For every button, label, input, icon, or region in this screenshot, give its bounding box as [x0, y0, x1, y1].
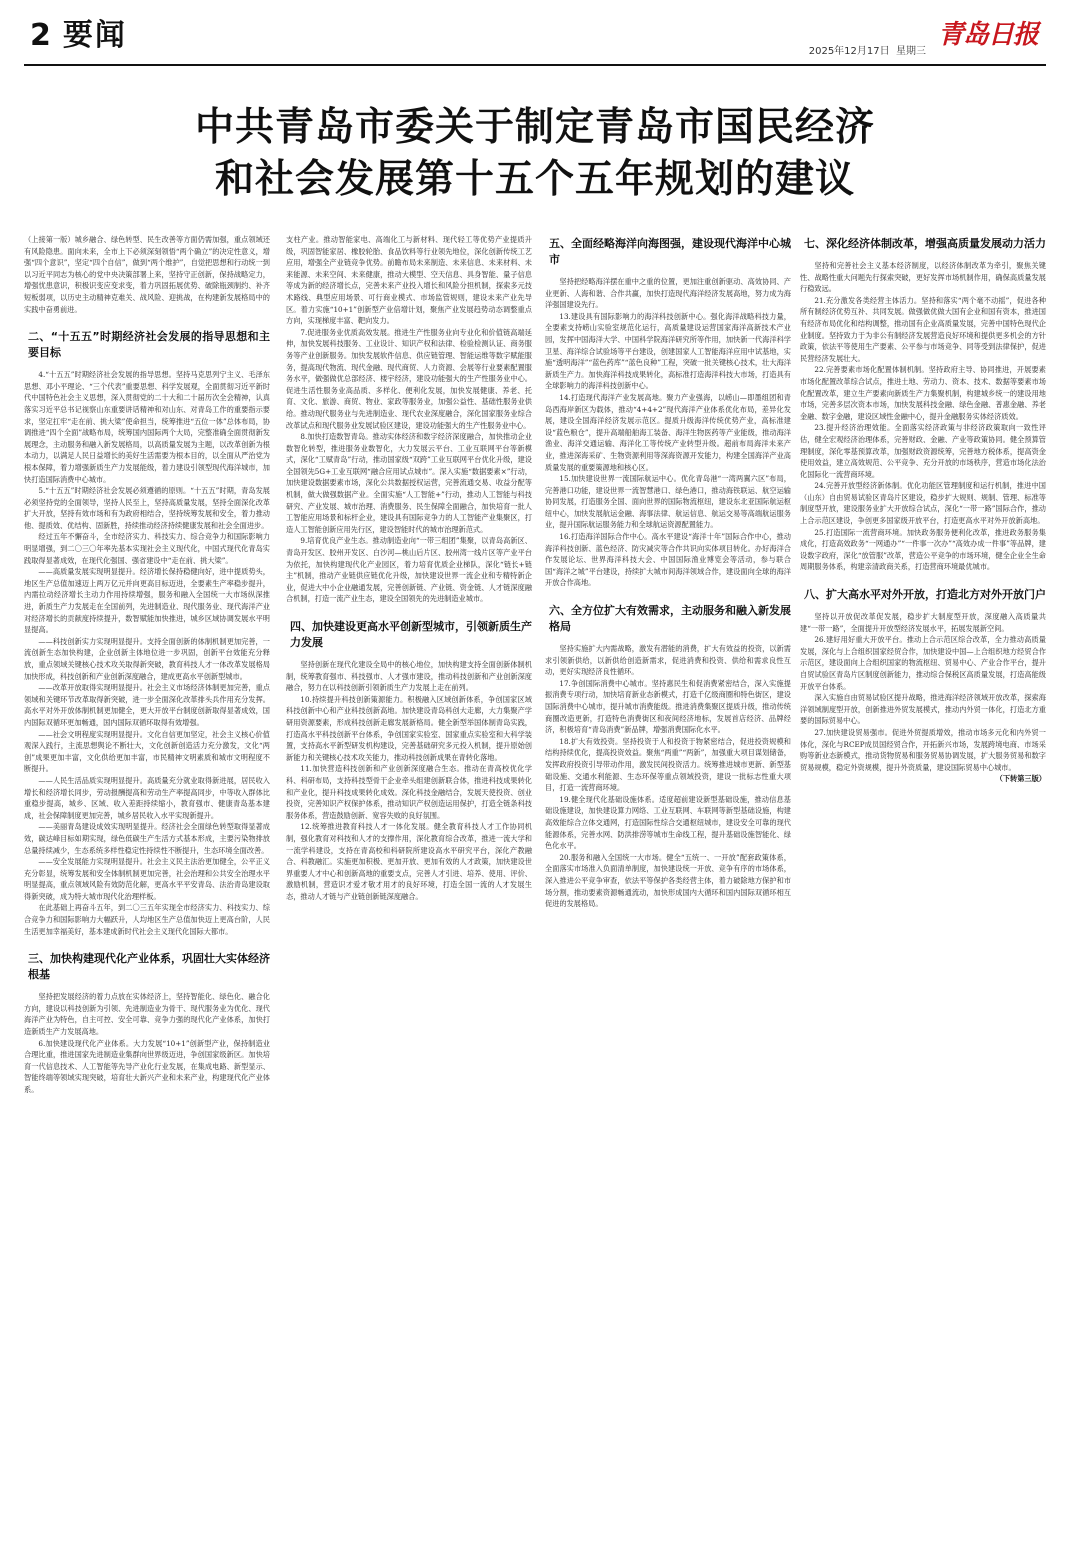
- article-paragraph: 5.“十五五”时期经济社会发展必须遵循的原则。“十五五”时期，青岛发展必须坚持党的全面领导，坚持人民至上，坚持高质量发展，坚持全面深化改革扩大开放，坚持有效市场和有为政府相结合，坚持统筹发展和安全，着力推动他、提质效、优结构、固新胜，持续推动经济持续健康发展和社会全面进步。: [24, 486, 270, 530]
- article-paragraph: 12.统筹推进教育科技人才一体化发展。健全教育科技人才工作协同机制，强化教育对科技和人才的支撑作用，深化教育综合改革，推进一流大学和一流学科建设，支持在青高校和科研院所建设高水平研究平台，深化产教融合、科教融汇。实施更加积极、更加开放、更加有效的人才政策，加快建设世界重要人才中心和创新高地的重要支点，完善人才引进、培养、使用、评价、激励机制，营造识才爱才敬才用才的良好环境，打造全国一流的人才发展生态，推动人才链与产业链创新链深度融合。: [286, 822, 532, 901]
- article-paragraph: 20.服务和融入全国统一大市场。健全“五统一、一开放”配套政策体系，全面落实市场准入负面清单制度，加快建设统一开放、竞争有序的市场体系，深入推进公平竞争审查，依法平等保护各类经营主体，着力破除地方保护和市场分割，推动要素资源畅通流动，加快形成国内大循环和国内国际双循环相互促进的发展格局。: [545, 852, 791, 909]
- section-heading: 六、全方位扩大有效需求，主动服务和融入新发展格局: [549, 604, 791, 634]
- article-paragraph: 深入实施自由贸易试验区提升战略，推进海洋经济领域开放改革，探索海洋领域制度型开放，创新推进外贸发展模式，推动内外贸一体化，打造北方重要的国际贸易中心。: [800, 693, 1046, 726]
- article-paragraph: 9.培育优良产业生态。推动制造业向“一带三组团”集聚，以青岛高新区、青岛开发区、胶州开发区、白沙河—桃山后片区、胶州湾一线片区等产业平台为依托，加快构建现代化产业园区，着力培育优质企业梯队，深化“链长+链主”机制，推动产业链供应链优化升级，加快建设世界一流企业和专精特新企业，促进大中小企业融通发展，完善创新链、产业链、资金链、人才链深度融合机制，打造一流产业生态，建设全国领先的先进制造业城市。: [286, 536, 532, 604]
- section-name: 要闻: [62, 18, 127, 53]
- page-number: 2: [30, 18, 51, 53]
- article-paragraph: ——人民生活品质实现明显提升。高质量充分就业取得新进展，居民收入增长和经济增长同步，劳动报酬提高和劳动生产率提高同步，中等收入群体比重稳步提高，城乡、区域、收入差距持续缩小，教育强市、健康青岛基本建成，社会保障制度更加完善，城乡居民收入水平实现新提升。: [24, 775, 270, 820]
- article-paragraph: ——美丽青岛建设成效实现明显提升。经济社会全面绿色转型取得显著成效，碳达峰目标如期实现，绿色低碳生产生活方式基本形成，主要污染物排放总量持续减少，生态系统多样性稳定性持续性不断提升，生态环境全面改善。: [24, 822, 270, 855]
- continued-note: （下转第三版）: [995, 774, 1046, 784]
- paper-logo: 青岛日报: [937, 20, 1038, 50]
- section-heading: 五、全面经略海洋向海图强，建设现代海洋中心城市: [549, 237, 791, 266]
- article-paragraph: 经过五年不懈奋斗，全市经济实力、科技实力、综合竞争力和国际影响力明显增强，到二〇三〇年率先基本实现社会主义现代化，中国式现代化青岛实践取得显著成效，在现代化强国、强省建设中“走在前、挑大梁”。: [24, 532, 270, 565]
- article-paragraph: 坚持创新在现代化建设全局中的核心地位，加快构建支持全面创新体制机制，统筹教育强市、科技强市、人才强市建设，推动科技创新和产业创新深度融合，努力在以科技创新引领新质生产力发展上走在前列。: [286, 660, 532, 693]
- article-paragraph: 15.加快建设世界一流国际航运中心。优化青岛港“一湾两翼六区”布局，完善港口功能，建设世界一流智慧港口、绿色港口，推动海铁联运、航空运输协同发展，打造服务全国、面向世界的国际物流枢纽，建设东北亚国际航运枢纽中心，加快发展航运金融、海事法律、航运信息、航运交易等高端航运服务业，提升国际航运服务能力和全球航运资源配置能力。: [545, 474, 791, 530]
- issue-date: 2025年12月17日: [808, 46, 890, 57]
- article-paragraph: 16.打造海洋国际合作中心。高水平建设“海洋十年”国际合作中心，推动海洋科技创新、蓝色经济、防灾减灾等合作共识向实体项目转化。办好海洋合作发展论坛、世界海洋科技大会、中国国际渔业博览会等活动，参与联合国“海洋之城”平台建设，持续扩大城市间海洋领域合作，建设面向全球的海洋开放合作高地。: [545, 532, 791, 588]
- article-paragraph: 13.建设具有国际影响力的海洋科技创新中心。强化海洋战略科技力量，全要素支持崂山实验室规范化运行，高质量建设运营国家海洋高新技术产业园，发挥中国海洋大学、中国科学院海洋研究所等作用，加快新一代海洋科学卫星、海洋综合试验场等平台建设，创建国家人工智能海洋应用中试基地，实施“透明海洋”“蓝色药库”“蓝色良种”工程，突破一批关键核心技术，壮大海洋新质生产力。加快海洋科技成果转化，高标准打造海洋科技大市场，打造具有全球影响力的海洋科技创新中心。: [545, 311, 791, 391]
- article-paragraph: 4.“十五五”时期经济社会发展的指导思想。坚持马克思列宁主义、毛泽东思想、邓小平理论、“三个代表”重要思想、科学发展观，全面贯彻习近平新时代中国特色社会主义思想，深入贯彻党的二十大和二十届历次全会精神，认真落实习近平总书记视察山东重要讲话精神和对山东、对青岛工作的重要指示要求，坚定扛牢“走在前、挑大梁”使命担当，统筹推进“五位一体”总体布局，协调推进“四个全面”战略布局，统筹国内国际两个大局，完整准确全面贯彻新发展理念，主动服务和融入新发展格局，以高质量发展为主题，以改革创新为根本动力，以满足人民日益增长的美好生活需要为根本目的，以全面从严治党为根本保障，着力增强新质生产力发展能级，着力建设引领型现代海洋城市，加快打造国际消费中心城市。: [24, 370, 270, 484]
- article-paragraph: 21.充分激发各类经营主体活力。坚持和落实“两个毫不动摇”，促进各种所有制经济优势互补、共同发展。做强做优做大国有企业和国有资本，推进国有经济布局优化和结构调整，推动国有企业高质量发展，完善中国特色现代企业制度。坚持致力于为非公有制经济发展营造良好环境和提供更多机会的方针政策，依法平等使用生产要素、公平参与市场竞争、同等受到法律保护，促进民营经济发展壮大。: [800, 295, 1046, 363]
- section-heading: 二、“十五五”时期经济社会发展的指导思想和主要目标: [28, 330, 270, 360]
- date-line: [809, 42, 926, 57]
- article-paragraph: 7.促进服务业优质高效发展。推进生产性服务业向专业化和价值链高端延伸，加快发展科技服务、工业设计、知识产权和法律、检验检测认证、商务服务等产业创新服务。加快发展软件信息、供应链管理、智能运维等数字赋能服务，提高现代物流、现代金融、现代商贸、人力资源、会展等行业要素配置服务水平，做强做优总部经济、楼宇经济，建设功能强大的生产性服务业中心。促进生活性服务业高品质、多样化、便利化发展，加快发展健康、养老、托育、文化、旅游、商贸、物业、家政等服务业，加强公益性、基础性服务业供给。推动现代服务业与先进制造业、现代农业深度融合，深化国家服务业综合改革试点和现代服务业发展试验区建设，建设功能强大的生产性服务业中心。: [286, 327, 532, 430]
- headline: [60, 104, 1010, 204]
- article-paragraph: 26.建好用好重大开放平台。推动上合示范区综合改革，全力推动高质量发展，深化与上合组织国家经贸合作，加快建设中国—上合组织地方经贸合作示范区，建设面向上合组织国家的物流枢纽、贸易中心、产业合作平台，提升自贸试验区青岛片区制度创新能力，推动综合保税区高质量发展，打造高能级开放平台体系。: [800, 635, 1046, 691]
- article-paragraph: 24.完善开放型经济新体制。优化功能区管理制度和运行机制，推进中国（山东）自由贸易试验区青岛片区建设，稳步扩大规则、规制、管理、标准等制度型开放，建设服务业扩大开放综合试点，深化“一带一路”国际合作，推动上合示范区建设，争创更多国家级开放平台，打造更高水平对外开放新高地。: [800, 481, 1046, 526]
- article-paragraph: 8.加快打造数智青岛。推动实体经济和数字经济深度融合，加快推动企业数智化转型，推进服务业数智化，大力发展云平台、工业互联网平台等新模式，深化“工赋青岛”行动，推动国家级“双跨”工业互联网平台优化升级，建设全国领先5G+工业互联网“融合应用试点城市”。深入实施“数据要素×”行动，加快建设数据要素市场，深化公共数据授权运营，完善流通交易、收益分配等机制，做大做强数据产业。全面实施“人工智能+”行动，推动人工智能与科技研究、产业发展、城市治理、消费服务、民生保障全面融合，加快培育一批人工智能应用场景和标杆企业，建设具有国际竞争力的人工智能产业集聚区，打造人工智能创新应用先行区，建设智能时代的城市治理新范式。: [286, 432, 532, 534]
- article-paragraph: ——改革开放取得实现明显提升。社会主义市场经济体制更加完善，重点领域和关键环节改革取得新突破，进一步全面深化改革排头兵作用充分发挥。高水平对外开放体制机制更加健全，更大开放平台制度创新取得显著成效，国内国际双循环更加畅通，国内国际双循环取得有效增强。: [24, 683, 270, 727]
- article-paragraph: 23.提升经济治理效能。全面落实经济政策与非经济政策取向一致性评估，健全宏观经济治理体系，完善财政、金融、产业等政策协同。健全预算管理制度，深化零基预算改革，加强财政资源统筹，完善地方税体系，提高资金使用效益，建立高效规范、公平竞争、充分开放的市场秩序，营造市场化法治化国际化一流营商环境。: [800, 423, 1046, 479]
- section-heading: 八、扩大高水平对外开放，打造北方对外开放门户: [804, 588, 1046, 602]
- section-heading: 七、深化经济体制改革，增强高质量发展动力活力: [804, 237, 1046, 250]
- article-paragraph: 坚持和完善社会主义基本经济制度，以经济体制改革为牵引，聚焦关键性、战略性重大问题先行探索突破，更好发挥市场机制作用，确保高质量发展行稳致远。: [800, 261, 1046, 294]
- article-paragraph: 坚持把发展经济的着力点放在实体经济上，坚持智能化、绿色化、融合化方向，建设以科技创新为引领、先进制造业为骨干、现代服务业为优化、现代海洋产业为特色，自主可控、安全可靠、竞争力强的现代化产业体系，加快打造新质生产力发展高地。: [24, 992, 270, 1037]
- article-column-4: [800, 234, 1046, 1530]
- article-column-1: [24, 234, 270, 1530]
- article-column-3: [545, 234, 791, 1530]
- article-paragraph: 22.完善要素市场化配置体制机制。坚持政府主导、协同推进，开展要素市场化配置改革综合试点，推进土地、劳动力、资本、技术、数据等要素市场化配置改革，建立生产要素向新质生产力集聚机制，构建城乡统一的建设用地市场，完善多层次资本市场，加快发展科技金融、绿色金融、普惠金融、养老金融、数字金融，建设区域性金融中心，提升金融服务实体经济质效。: [800, 365, 1046, 421]
- article-paragraph: ——安全发展能力实现明显提升。社会主义民主法治更加健全，公平正义充分彰显，统筹发展和安全体制机制更加完善，社会治理和公共安全治理水平明显提高，重点领域风险有效防范化解，更高水平平安青岛、法治青岛建设取得新突破，成为特大城市现代化治理样板。: [24, 857, 270, 901]
- article-column-2: [286, 234, 532, 1530]
- article-paragraph: （上接第一版）城乡融合、绿色转型、民生改善等方面仍需加强，重点领域还有风险隐患。面向未来，全市上下必须深刻领悟“两个确立”的决定性意义，增强“四个意识”，坚定“四个自信”，做到“两个维护”，自觉把思想和行动统一到以习近平同志为核心的党中央决策部署上来，坚持守正创新，保持战略定力，增强忧患意识，积极识变应变求变，着力巩固拓展优势、破除瓶颈制约、补齐短板弱项，以历史主动精神克难关、战风险、迎挑战，在构建新发展格局中的实践中奋勇前进。: [24, 235, 270, 314]
- article-paragraph: 17.争创国际消费中心城市。坚持惠民生和促消费紧密结合，深入实施提振消费专项行动，加快培育新业态新模式，打造千亿级商圈和特色街区，建设国际消费中心城市，提升城市消费能级。推进消费集聚区提质升级，推动传统商圈改造更新，打造特色消费街区和夜间经济地标，发展首店经济、品牌经济，积极培育“青岛消费”新品牌，增强消费国际化水平。: [545, 678, 791, 735]
- masthead-rule: [24, 64, 1046, 66]
- headline-line-1: 中共青岛市委关于制定青岛市国民经济: [194, 105, 875, 150]
- article-paragraph: 11.加快营造科技创新和产业创新深度融合生态。推动在青高校优化学科、科研布局，支持科技型骨干企业牵头组建创新联合体，推进科技成果转化和产业化，提升科技成果转化成效。深化科技金融结合，发展天使投资、创业投资，完善知识产权保护体系，推动知识产权创造运用保护，打造全链条科技服务体系，营造鼓励创新、宽容失败的良好氛围。: [286, 764, 532, 820]
- article-paragraph: 14.打造现代海洋产业发展高地。聚力产业强海，以崂山—即墨组团和青岛西海岸新区为载体，推动“4+4+2”现代海洋产业体系优化布局，差异化发展，建设全国海洋经济发展示范区。提质升级海洋传统优势产业，高标准建设“蓝色粮仓”，提升高端船舶海工装备、海洋生物医药等产业能级，推动海洋渔业、海洋交通运输、海洋化工等传统产业转型升级。超前布局海洋未来产业，推进深海采矿、生物资源利用等深海资源开发能力，构建全国海洋产业高质量发展的重要策源地和核心区。: [545, 392, 791, 472]
- article-paragraph: 6.加快建设现代化产业体系。大力发展“10+1”创新型产业，保持制造业合理比重，推进国家先进制造业集群向世界级迈进，争创国家级新区。加快培育一代信息技术、人工智能等先导产业化行业发展，在集成电路、新型显示、智能终端等领域实现突破，培育壮大新兴产业和未来产业，构建现代化产业体系。: [24, 1038, 270, 1094]
- article-paragraph: 10.持续提升科技创新策源能力。积极融入区域创新体系，争创国家区域科技创新中心和产业科技创新高地。加快建设青岛科创大走廊，大力集聚产学研用资源要素，形成科技创新走廊发展新格局。健全新型举国体制青岛实践，打造高水平科技创新平台体系，争创国家实验室、国家重点实验室和大科学装置，支持高水平新型研发机构建设，完善基础研究多元投入机制，提升原始创新能力和关键核心技术攻关能力，推动科技创新成果在青转化落地。: [286, 694, 532, 762]
- article-paragraph: ——社会文明程度实现明显提升。文化自信更加坚定，社会主义核心价值观深入践行，主流思想舆论不断壮大，文化创新创造活力充分激发，文化“两创”成果更加丰富，文化供给更加丰富，市民精神文明素质和城市文明程度不断提升。: [24, 729, 270, 774]
- page-label: [30, 10, 127, 54]
- article-paragraph: 坚持以开放促改革促发展，稳步扩大制度型开放，深度融入高质量共建“一带一路”，全面提升开放型经济发展水平，拓展发展新空间。: [800, 612, 1046, 633]
- issue-weekday: 星期三: [896, 46, 926, 57]
- article-paragraph: 18.扩大有效投资。坚持投资于人和投资于物紧密结合，促进投资规模和结构持续优化，提高投资效益。聚焦“两重”“两新”，加强重大项目谋划储备，发挥政府投资引导带动作用，激发民间投资活力。统筹推进城市更新、新型基础设施、交通水利能源、生态环保等重点领域投资，建设一批标志性重大项目，打造一流营商环境。: [545, 736, 791, 793]
- article-paragraph: 支柱产业。推动智能家电、高端化工与新材料、现代轻工等优势产业提质升级，巩固智能家居、橡胶轮胎、食品饮料等行业领先地位，深化创新传统工艺应用，增强全产业链竞争优势。前瞻布局未来制造、未来信息、未来材料、未来能源、未来空间、未来健康，推动大模型、空天信息、具身智能、量子信息等成为新的经济增长点，完善未来产业投入增长和风险分担机制，探索多元技术路线、典型应用场景、可行商业模式、市场监管规则，建设未来产业先导区。着力实施“10+1”创新型产业倍增计划，聚焦产业发展趋势动态调整重点方向，实现梯度丰富、靶向发力。: [286, 235, 532, 326]
- article-paragraph: 坚持把经略海洋摆在重中之重的位置，更加注重创新驱动、高效协同、产业更新、人海和谐、合作共赢，加快打造现代海洋经济发展高地，努力成为海洋强国建设先行。: [545, 277, 791, 310]
- article-paragraph: ——科技创新实力实现明显提升。支持全面创新的体制机制更加完善，一流创新生态加快构建，企业创新主体地位进一步巩固，创新平台效能充分释放，重点领域关键核心技术攻关取得新突破，教育科技人才一体改革发展格局加快形成，科技创新和产业创新深度融合，建成更高水平创新型城市。: [24, 636, 270, 681]
- section-heading: 三、加快构建现代化产业体系，巩固壮大实体经济根基: [28, 952, 270, 982]
- article-paragraph: 在此基础上再奋斗五年，到二〇三五年实现全市经济实力、科技实力、综合竞争力和国际影响力大幅跃升，人均地区生产总值加快迈上更高台阶，人民生活更加幸福美好，基本建成新时代社会主义现代化国际大都市。: [24, 903, 270, 936]
- article-paragraph: 19.健全现代化基础设施体系。适度超前建设新型基础设施，推动信息基础设施建设，加快建设算力网络、工业互联网、车联网等新型基础设施，构建高效能综合立体交通网，打造国际性综合交通枢纽城市，建设安全可靠的现代能源体系，完善水网、防洪排涝等城市生命线工程，提升基础设施智能化、绿色化水平。: [545, 794, 791, 851]
- section-heading: 四、加快建设更高水平创新型城市，引领新质生产力发展: [290, 620, 532, 649]
- masthead: [24, 0, 1046, 64]
- article-paragraph: 坚持实施扩大内需战略，激发有潜能的消费，扩大有效益的投资，以新需求引领新供给，以新供给创造新需求，促进消费和投资、供给和需求良性互动，更好实现经济良性循环。: [545, 644, 791, 677]
- article-paragraph: 25.打造国际一流营商环境。加快政务服务便利化改革，推进政务服务集成化，打造高效政务“一网通办”“一件事一次办”“高效办成一件事”等品牌，建设数字政府，深化“放管服”改革，营造公平竞争的市场环境，健全企业全生命周期服务体系，构建亲清政商关系，打造营商环境最优城市。: [800, 527, 1046, 572]
- headline-line-2: 和社会发展第十五个五年规划的建议: [214, 157, 855, 202]
- article-paragraph: ——高质量发展实现明显提升。经济增长保持稳健向好，进中提质势头，地区生产总值加速迈上两万亿元并向更高目标迈进，全要素生产率稳步提升，内需拉动经济增长主动力作用持续增强，服务和融入全国统一大市场纵深推进，新质生产力发展走在全国前列，先进制造业、现代服务业、现代海洋产业对经济增长的贡献度持续提升，数智赋能加快推进，城乡区域协调发展水平明显提高。: [24, 567, 270, 635]
- article-paragraph: 27.加快建设贸易强市。促进外贸提质增效，推动市场多元化和内外贸一体化，深化与RCEP成员国经贸合作，开拓新兴市场，发展跨境电商、市场采购等新业态新模式，推动货物贸易和服务贸易协调发展，扩大服务贸易和数字贸易规模，稳定外资规模，提升外资质量，建设国际贸易中心城市。: [800, 727, 1046, 772]
